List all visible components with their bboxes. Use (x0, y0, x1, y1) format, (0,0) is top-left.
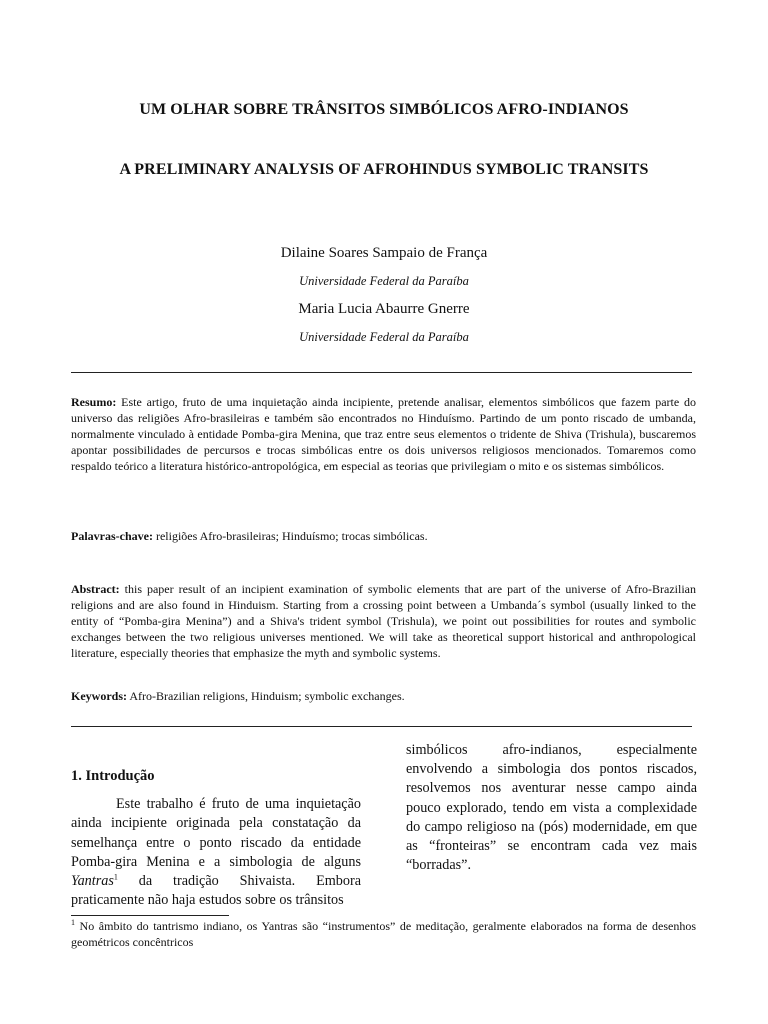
abstract-text: this paper result of an incipient examination of symbolic elements that are part of the universe of Afro-Brazilian religions and are also found in Hinduism. Starting from a crossing point between a Umbanda´s symbol (usually linked to the entity of “Pomba-gira Menina”) and a Shiva's trident symbol (Trishula), we point out possibilities for routes and symbolic exchanges between the two religious universes mentioned. We will take as theoretical support historical and anthropological literature, especially theories that emphasize the myth and symbolic systems. (71, 582, 696, 660)
intro-text-part2: da tradição Shivaista. Embora praticamente não haja estudos sobre os trânsitos (71, 873, 361, 909)
keywords-text: Afro-Brazilian religions, Hinduism; symbolic exchanges. (127, 689, 405, 703)
resumo-label: Resumo: (71, 395, 117, 409)
intro-paragraph (71, 795, 361, 910)
title-portuguese: UM OLHAR SOBRE TRÂNSITOS SIMBÓLICOS AFRO-INDIANOS (139, 101, 629, 118)
palavras-chave-label: Palavras-chave: (71, 529, 153, 543)
footnote (71, 918, 696, 950)
author-name: Maria Lucia Abaurre Gnerre (298, 301, 470, 317)
right-column (406, 741, 697, 875)
author-name: Dilaine Soares Sampaio de França (280, 245, 488, 261)
footnote-mark: 1 (71, 918, 75, 927)
title-english: A PRELIMINARY ANALYSIS OF AFROHINDUS SYMBOLIC TRANSITS (119, 161, 649, 178)
yantras-term: Yantras (71, 873, 114, 890)
resumo-paragraph (71, 394, 696, 474)
footnote-divider (71, 915, 229, 916)
divider-line (71, 726, 692, 727)
palavras-chave-paragraph (71, 528, 696, 544)
resumo-text: Este artigo, fruto de uma inquietação ainda incipiente, pretende analisar, elementos simbólicos que fazem parte do universo das religiões Afro-brasileiras e também são encontrados no Hinduísmo. Partindo de um ponto riscado de umbanda, normalmente vinculado à entidade Pomba-gira Menina, que traz entre seus elementos o tridente de Shiva (Trishula), buscaremos apontar possibilidades de percursos e trocas simbólicas entre os dois universos religiosos mencionados. Tomaremos como respaldo teórico a literatura histórico-antropológica, em especial as teorias que privilegiam o mito e os sistemas simbólicos. (71, 395, 696, 473)
divider-line (71, 372, 692, 373)
intro-text-part1: Este trabalho é fruto de uma inquietação ainda incipiente originada pela constatação da semelhança entre o ponto riscado da entidade Pomba-gira Menina e a simbologia de alguns (71, 796, 361, 870)
author-affiliation: Universidade Federal da Paraíba (299, 330, 469, 344)
intro-continuation: simbólicos afro-indianos, especialmente envolvendo a simbologia dos pontos riscados, resolvemos nos aventurar nesse campo ainda pouco explorado, tendo em vista a complexidade do campo religioso na (pós) modernidade, em que as “fronteiras” se encontram cada vez mais “borradas”. (406, 742, 697, 874)
author-affiliation: Universidade Federal da Paraíba (299, 274, 469, 288)
footnote-reference[interactable]: 1 (113, 872, 118, 882)
footnote-text: No âmbito do tantrismo indiano, os Yantras são “instrumentos” de meditação, geralmente elaborados na forma de desenhos geométricos concêntricos (71, 919, 696, 949)
left-column (71, 767, 361, 910)
keywords-paragraph (71, 688, 696, 704)
abstract-paragraph (71, 581, 696, 661)
keywords-label: Keywords: (71, 689, 127, 703)
section-heading: 1. Introdução (71, 768, 155, 784)
palavras-chave-text: religiões Afro-brasileiras; Hinduísmo; trocas simbólicas. (152, 529, 428, 543)
abstract-label: Abstract: (71, 582, 120, 596)
